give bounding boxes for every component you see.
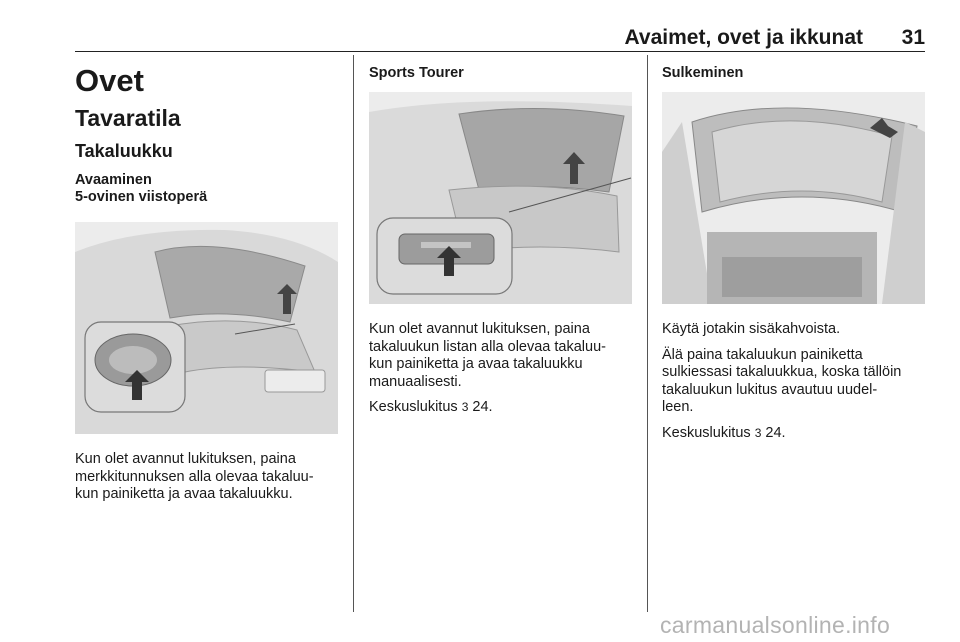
heading-ovet: Ovet [75,63,144,98]
left-para-line-1: Kun olet avannut lukituksen, paina [75,451,296,467]
header-title: Avaimet, ovet ja ikkunat [624,26,863,49]
middle-body [369,321,644,417]
heading-avaaminen: Avaaminen [75,172,152,188]
middle-para-line-4: manuaalisesti. [369,373,462,390]
middle-column-heading [369,65,639,82]
sports-tourer-illustration [369,92,632,304]
middle-para-line-1: Kun olet avannut lukituksen, paina [369,321,590,337]
heading-5-ovinen: 5-ovinen viistoperä [75,189,208,205]
header-rule [75,51,925,52]
hatchback-illustration [75,222,338,434]
left-para-line-3: kun painiketta ja avaa takaluukku. [75,486,293,502]
middle-ref-page: 24. [472,399,493,415]
left-para-line-2: merkkitunnuksen alla olevaa takaluu- [75,468,314,485]
middle-para-line-2: takaluukun listan alla olevaa takaluu- [369,338,606,355]
page-header [75,26,925,52]
right-para2-line-1: Älä paina takaluukun painiketta [662,346,863,363]
right-ref-page: 24. [765,424,786,441]
right-column-heading [662,65,922,82]
right-para2-line-3: takaluukun lukitus avautuu uudel- [662,381,878,398]
left-body [75,451,350,504]
right-ref-text: Keskuslukitus [662,424,751,441]
right-para-1: Käytä jotakin sisäkahvoista. [662,321,841,337]
column-divider-1 [353,55,354,612]
right-body [662,321,937,442]
heading-takaluukku: Takaluukku [75,141,173,161]
middle-para-line-3: kun painiketta ja avaa takaluukku [369,356,583,372]
column-divider-2 [647,55,648,612]
right-cross-reference[interactable] [662,425,937,443]
page-number: 31 [901,26,925,49]
reference-arrow-icon: 3 [754,425,762,440]
footer-watermark: carmanualsonline.info [660,612,891,638]
heading-sulkeminen: Sulkeminen [662,65,744,81]
middle-ref-text: Keskuslukitus [369,399,458,415]
heading-sports-tourer: Sports Tourer [369,65,464,81]
right-para2-line-4: leen. [662,399,694,415]
heading-tavaratila: Tavaratila [75,105,181,131]
closing-tailgate-illustration [662,92,925,304]
reference-arrow-icon: 3 [461,400,469,414]
right-para2-line-2: sulkiessasi takaluukkua, koska tällöin [662,364,902,380]
left-column [75,64,345,206]
middle-cross-reference[interactable] [369,399,644,417]
